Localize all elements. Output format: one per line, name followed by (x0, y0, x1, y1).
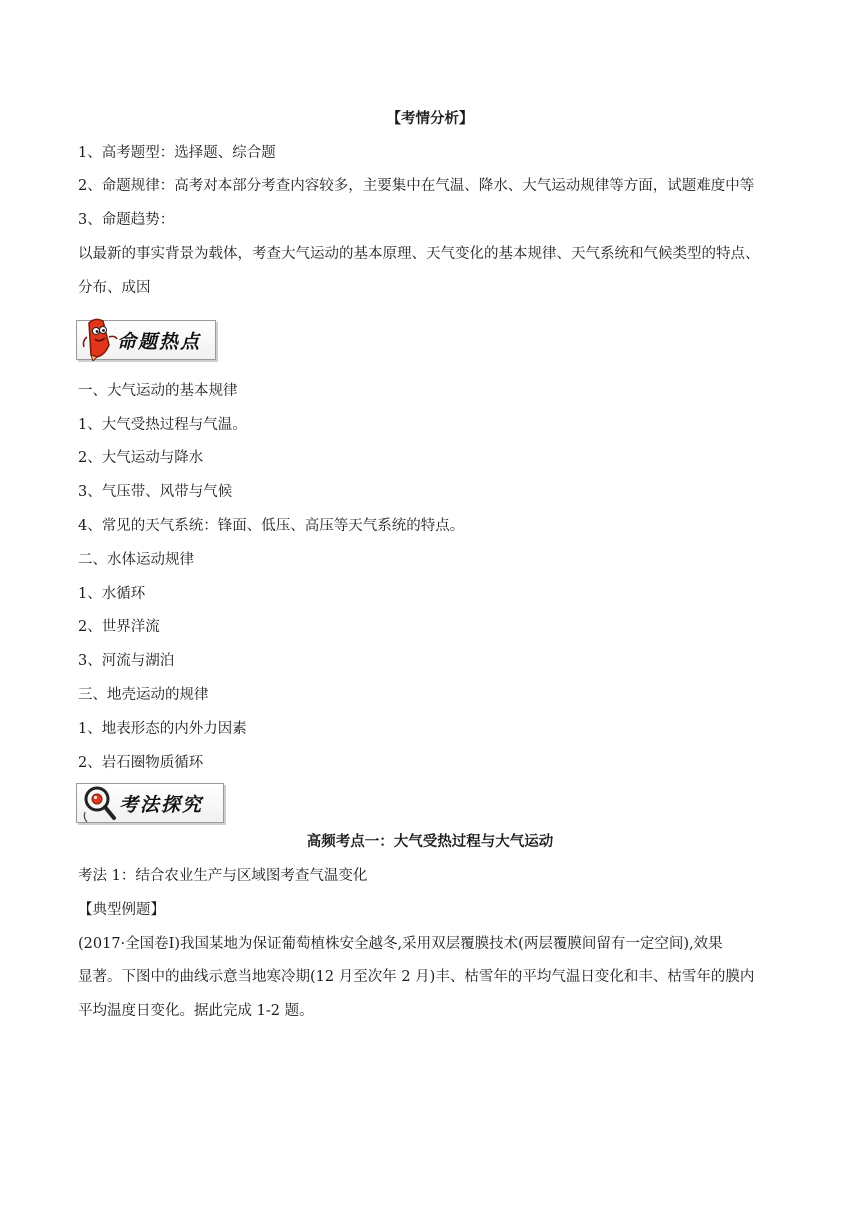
method-line: 考法 1：结合农业生产与区域图考查气温变化 (78, 868, 368, 884)
analysis-line-4: 以最新的事实背景为载体，考查大气运动的基本原理、天气变化的基本规律、天气系统和气候类型的特点、 (78, 246, 760, 262)
hotspot-line-10: 三、地壳运动的规律 (78, 687, 209, 703)
hotspot-line-3: 2、大气运动与降水 (78, 450, 204, 466)
analysis-line-1: 1、高考题型：选择题、综合题 (78, 145, 276, 161)
analysis-heading: 【考情分析】 (386, 111, 474, 127)
hotspot-line-7: 1、水循环 (78, 586, 146, 602)
hotspot-line-12: 2、岩石圈物质循环 (78, 755, 204, 771)
example-line-3: 平均温度日变化。据此完成 1-2 题。 (78, 1003, 314, 1019)
pencil-mascot-icon (79, 315, 119, 361)
methods-banner (76, 783, 224, 823)
hotspot-line-5: 4、常见的天气系统：锋面、低压、高压等天气系统的特点。 (78, 518, 465, 534)
hotspot-line-4: 3、气压带、风带与气候 (78, 484, 233, 500)
analysis-line-3: 3、命题趋势： (78, 212, 175, 228)
analysis-line-5: 分布、成因 (78, 280, 151, 296)
hotspots-banner (76, 320, 216, 360)
hotspot-line-8: 2、世界洋流 (78, 619, 160, 635)
hotspot-line-1: 一、大气运动的基本规律 (78, 383, 238, 399)
example-line-1: (2017·全国卷Ⅰ)我国某地为保证葡萄植株安全越冬,采用双层覆膜技术(两层覆膜间留有一定空间),效果 (78, 936, 723, 952)
section-title: 高频考点一：大气受热过程与大气运动 (306, 834, 554, 850)
example-line-2: 显著。下图中的曲线示意当地寒冷期(12 月至次年 2 月)丰、枯雪年的平均气温日变化和丰、枯雪年的膜内 (78, 969, 755, 985)
hotspot-line-9: 3、河流与湖泊 (78, 653, 175, 669)
magnifier-icon (79, 782, 119, 826)
example-heading: 【典型例题】 (78, 902, 165, 918)
methods-banner-label: 考法探究 (119, 794, 204, 816)
hotspot-line-2: 1、大气受热过程与气温。 (78, 417, 247, 433)
hotspot-line-11: 1、地表形态的内外力因素 (78, 721, 247, 737)
hotspot-line-6: 二、水体运动规律 (78, 552, 194, 568)
hotspots-banner-label: 命题热点 (117, 331, 202, 353)
analysis-line-2: 2、命题规律：高考对本部分考查内容较多，主要集中在气温、降水、大气运动规律等方面，试题难度中等 (78, 178, 755, 194)
